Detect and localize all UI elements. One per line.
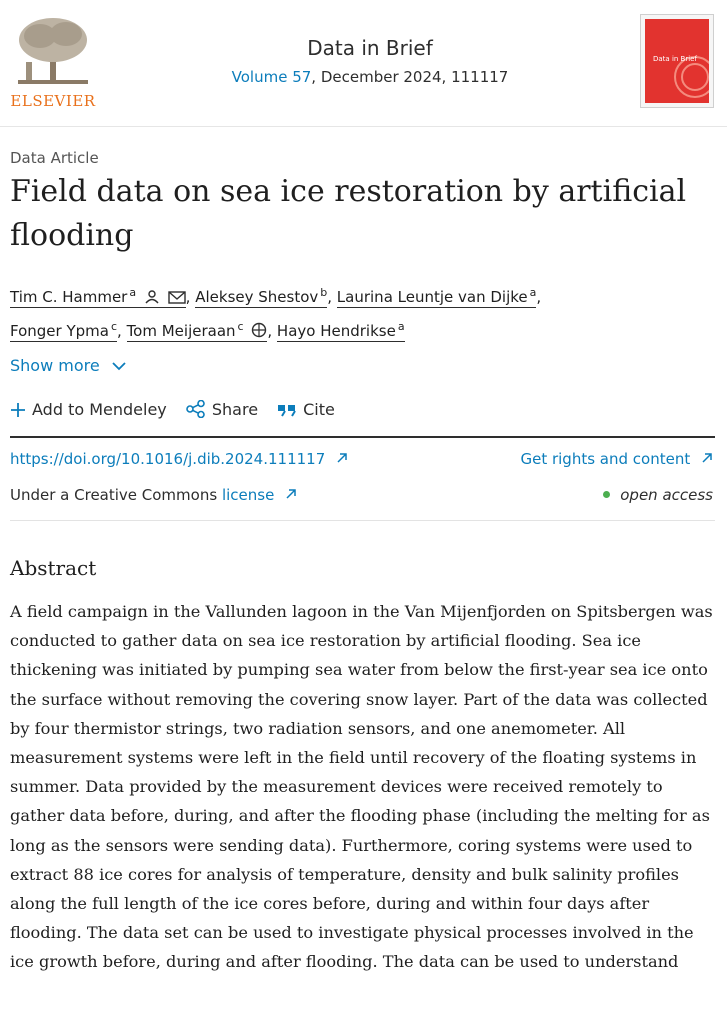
show-more-label: Show more	[10, 356, 100, 375]
cover-title: Data in Brief	[653, 55, 697, 63]
external-link-icon	[336, 452, 348, 464]
show-more-button[interactable]	[10, 356, 127, 375]
article-type: Data Article	[10, 149, 99, 167]
license-info: Under a Creative Commons license	[10, 486, 297, 504]
plus-icon	[10, 402, 26, 418]
author-link[interactable]: Aleksey Shestov $^b$	[195, 286, 328, 306]
author-list: Tim C. Hammer $^a$ , Aleksey Shestov $^b$, Laurina Leuntje van Dijke $^a$, Fonger Ypma $^c$, Tom Meijeraan $^c$ , Hayo Hendrikse $^a$	[10, 286, 542, 340]
toolbar-divider	[10, 436, 715, 438]
quote-icon	[277, 402, 297, 418]
mail-icon	[168, 290, 186, 304]
abstract-heading: Abstract	[10, 556, 97, 580]
article-toolbar	[10, 400, 349, 419]
article-title: Field data on sea ice restoration by artificial flooding	[10, 174, 687, 253]
author-link[interactable]: Hayo Hendrikse $^a$	[276, 320, 405, 340]
get-rights-link[interactable]: Get rights and content	[520, 450, 713, 468]
page-header	[0, 0, 727, 127]
share-button[interactable]: Share	[186, 400, 258, 419]
author-link[interactable]: Fonger Ypma $^c$	[10, 320, 118, 340]
license-link[interactable]: license	[221, 486, 275, 504]
author-link[interactable]: Laurina Leuntje van Dijke $^a$	[336, 286, 537, 306]
abstract-text: A field campaign in the Vallunden lagoon in the Van Mijenfjorden on Spitsbergen was conducted to gather data on sea ice restoration by artificial flooding. Sea ice thickening was initiated by pumping sea water from below the first-year sea ice onto the surface without removing the covering snow layer. Part of the data was collected by four thermistor strings, two radiation sensors, and one anemometer. All measurement systems were left in the field until recovery of the floating systems in summer. Data provided by the measurement devices were received remotely to gather data before, during, and after the flooding phase (including the melting for as long as the sensors were sending data). Furthermore, coring systems were used to extract 88 ice cores for analysis of temperature, density and bulk salinity profiles along the full length of the ice cores before, during and within four days after flooding. The data set can be used to investigate physical processes involved in the ice growth before, during and after flooding. The data can be used to understand	[10, 602, 713, 972]
add-to-mendeley-button[interactable]: Add to Mendeley	[10, 400, 167, 419]
share-icon	[186, 400, 206, 418]
chevron-down-icon	[111, 360, 127, 372]
cite-button[interactable]: Cite	[277, 400, 335, 419]
author-link[interactable]: Tim C. Hammer $^a$	[10, 288, 186, 308]
volume-info	[200, 68, 540, 86]
issue-info: , December 2024, 111117	[311, 68, 509, 86]
external-link-icon	[701, 452, 713, 464]
volume-link[interactable]: Volume 57	[231, 68, 312, 86]
publisher-name: ELSEVIER	[10, 92, 96, 110]
author-link[interactable]: Tom Meijeraan $^c$	[127, 322, 268, 342]
external-link-icon	[285, 488, 297, 500]
doi-link[interactable]: https://doi.org/10.1016/j.dib.2024.111117	[10, 450, 348, 468]
tree-logo-icon	[10, 14, 96, 92]
open-access-badge: open access	[603, 486, 713, 504]
elsevier-logo[interactable]	[10, 14, 96, 110]
cover-image	[645, 19, 709, 103]
journal-title[interactable]: Data in Brief	[307, 36, 433, 60]
person-icon	[144, 290, 160, 304]
globe-icon	[251, 322, 267, 338]
journal-cover[interactable]	[640, 14, 714, 108]
section-divider	[10, 520, 715, 521]
open-access-dot-icon	[603, 491, 610, 498]
